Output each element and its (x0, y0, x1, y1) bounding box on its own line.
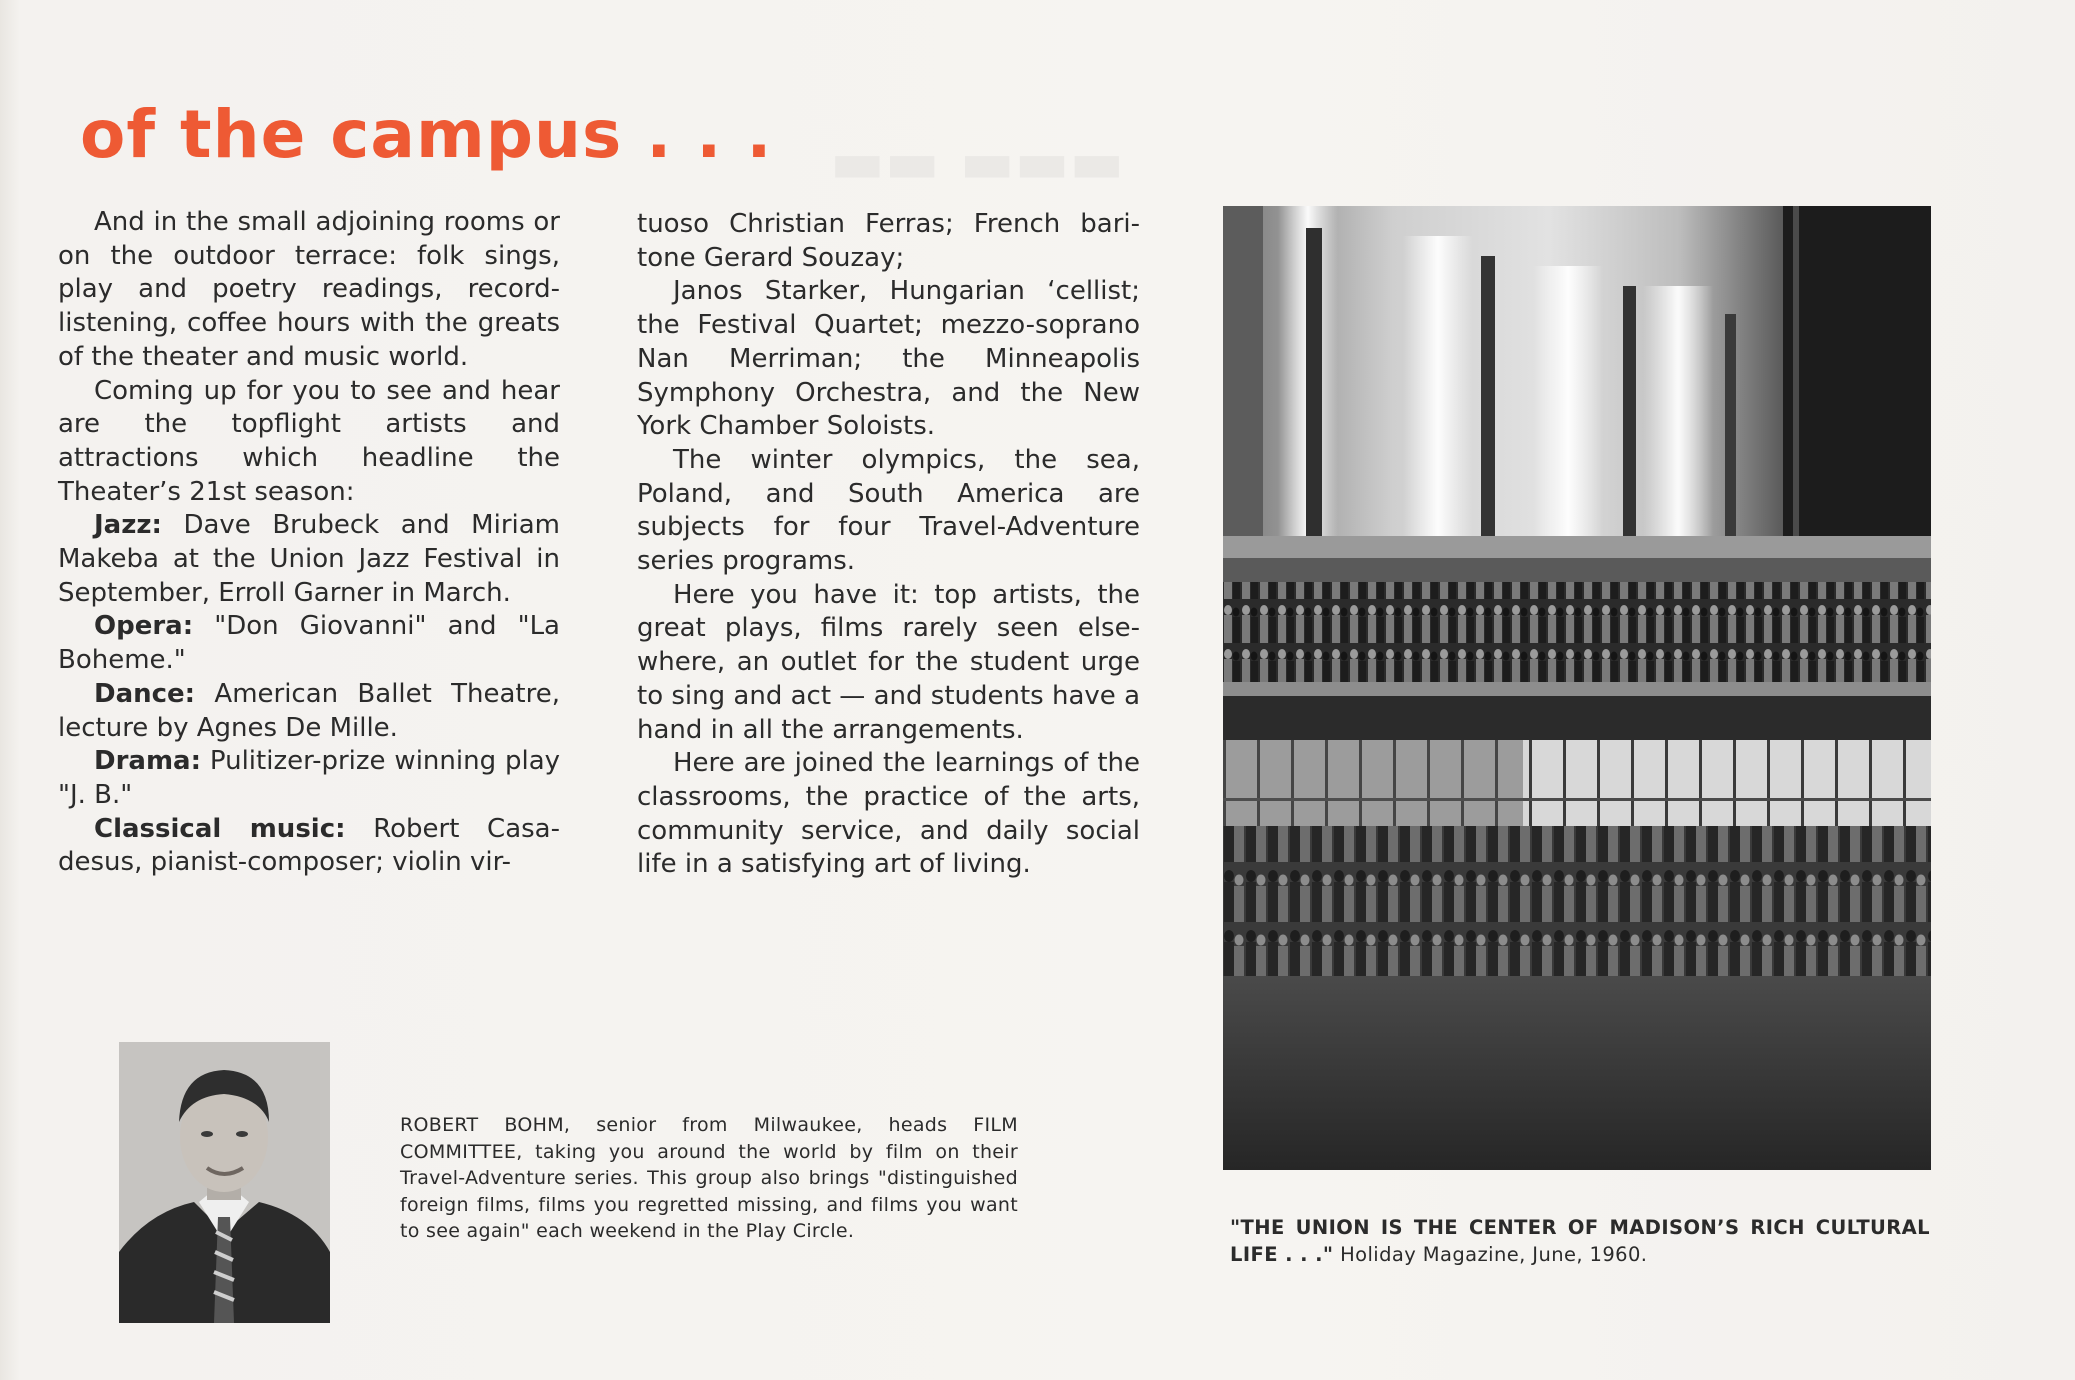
page-headline: of the campus . . . (80, 96, 773, 173)
paragraph-classical (58, 813, 560, 880)
paragraph-opera (58, 610, 560, 677)
paragraph-starker: Janos Starker, Hungarian ‘cellist; the Festival Quartet; mezzo-soprano Nan Merriman; the Minneapolis Symphony Orchestra, and the New York Chamber Soloists. (637, 276, 1140, 442)
paragraph-jazz (58, 509, 560, 610)
paragraph-ferras: tuoso Christian Ferras; French baritone Gerard Souzay; (637, 209, 1140, 273)
paragraph-here-are-joined: Here are joined the learnings of the classrooms, the practice of the arts, community service, and daily social life in a satisfying art of living. (637, 748, 1140, 880)
portrait-caption: ROBERT BOHM, senior from Milwaukee, heads FILM COMMITTEE, taking you around the world by film on their Travel-Adventure series. This group also brings "distinguished foreign films, films you regretted missing, and films you want to see again" each weekend in the Play Circle. (400, 1114, 1018, 1242)
drama-label: Drama: (94, 746, 201, 777)
classical-text: Robert Casadesus, pianist-composer; violin vir- (58, 813, 561, 878)
union-theater-night-photo (1223, 206, 1931, 1170)
text-column-2 (637, 208, 1140, 882)
classical-label: Classical music: (94, 813, 346, 844)
photo-caption-source: Holiday Magazine, June, 1960. (1340, 1243, 1648, 1266)
dance-label: Dance: (94, 678, 196, 709)
dance-text: American Ballet Theatre, lecture by Agnes De Mille. (58, 678, 561, 743)
paragraph-dance (58, 678, 560, 745)
opera-text: "Don Giovanni" and "La Boheme." (58, 611, 560, 676)
photo-caption-quote: "THE UNION IS THE CENTER OF MADISON’S RICH CULTURAL LIFE . . ." (1230, 1216, 1930, 1266)
text-column-1 (58, 206, 560, 880)
paragraph-travel-adventure: The winter olympics, the sea, Poland, and South America are subjects for four Travel-Adventure series programs. (637, 444, 1140, 577)
photo-caption (1230, 1214, 1930, 1268)
opera-label: Opera: (94, 611, 194, 642)
jazz-label: Jazz: (94, 510, 162, 541)
paragraph-drama (58, 745, 560, 812)
paragraph-here-you-have-it: Here you have it: top artists, the great plays, films rarely seen elsewhere, an outlet for the student urge to sing and act — and students have a hand in all the arrangements. (637, 579, 1140, 745)
robert-bohm-portrait (119, 1042, 330, 1323)
paragraph-coming-up: Coming up for you to see and hear are the topflight artists and attractions which headline the Theater’s 21st season: (58, 375, 560, 507)
paragraph-adjoining-rooms: And in the small adjoining rooms or on the outdoor terrace: folk sings, play and poetry readings, record-listening, coffee hours with the greats of the theater and music world. (58, 207, 560, 372)
bleed-through-text: ▬▬ ▬▬▬ (830, 128, 1125, 196)
jazz-text: Dave Brubeck and Miriam Makeba at the Union Jazz Festival in September, Erroll Garner in March. (58, 510, 560, 608)
drama-text: Pulitizer-prize winning play "J. B." (58, 746, 561, 810)
